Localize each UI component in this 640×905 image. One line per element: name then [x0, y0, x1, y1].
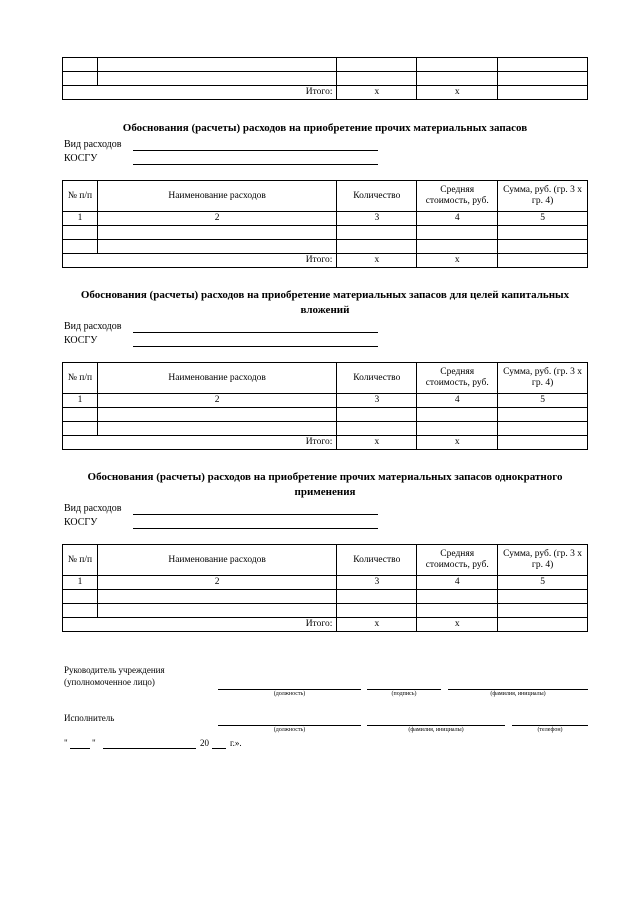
- executor-phone-line: [512, 725, 588, 726]
- col-number: 5: [498, 394, 588, 408]
- col-number: 2: [97, 394, 336, 408]
- executor-position-caption: (должность): [273, 727, 306, 733]
- header-sum: Сумма, руб. (гр. 3 x гр. 4): [498, 181, 588, 212]
- col-number: 2: [97, 576, 336, 590]
- total-avg: x: [417, 86, 498, 100]
- kosgu-line: [133, 164, 378, 165]
- column-numbers-row: [63, 394, 588, 408]
- date-year-line: [212, 748, 226, 749]
- header-name: Наименование расходов: [97, 181, 336, 212]
- total-row: [63, 618, 588, 632]
- date-day-line: [70, 748, 90, 749]
- head-signature-line: [367, 689, 441, 690]
- head-label: Руководитель учреждения (уполномоченное лицо): [64, 665, 165, 687]
- col-number: 4: [417, 212, 498, 226]
- header-row: [63, 545, 588, 576]
- header-num: № п/п: [63, 363, 98, 394]
- col-number: 3: [337, 394, 417, 408]
- date-quote-close: ": [92, 738, 96, 748]
- date-year-prefix: 20: [200, 738, 209, 748]
- kosgu-label: КОСГУ: [64, 153, 98, 164]
- col-number: 3: [337, 576, 417, 590]
- header-row: [63, 181, 588, 212]
- expense-type-line: [133, 332, 378, 333]
- header-qty: Количество: [337, 181, 417, 212]
- section-title-2: Обоснования (расчеты) расходов на приобретение материальных запасов для целей капитальных вложений: [80, 289, 570, 316]
- head-name-caption: (фамилия, инициалы): [490, 691, 546, 697]
- header-row: [63, 363, 588, 394]
- executor-phone-caption: (телефон): [537, 727, 563, 733]
- col-number: 5: [498, 576, 588, 590]
- materials-table-3: [62, 544, 588, 632]
- table-row: [63, 58, 588, 72]
- section-title-3: Обоснования (расчеты) расходов на приобретение прочих материальных запасов однократного применения: [87, 471, 563, 498]
- materials-table-2: [62, 362, 588, 450]
- total-qty: x: [337, 254, 417, 268]
- table-row: [63, 240, 588, 254]
- table-row: [63, 422, 588, 436]
- header-avg-cost: Средняя стоимость, руб.: [417, 363, 498, 394]
- header-sum: Сумма, руб. (гр. 3 x гр. 4): [498, 363, 588, 394]
- table-row: [63, 72, 588, 86]
- materials-table-1: [62, 180, 588, 268]
- kosgu-label: КОСГУ: [64, 517, 98, 528]
- total-avg: x: [417, 254, 498, 268]
- header-sum: Сумма, руб. (гр. 3 x гр. 4): [498, 545, 588, 576]
- head-position-line: [218, 689, 361, 690]
- total-qty: x: [337, 86, 417, 100]
- expense-type-line: [133, 514, 378, 515]
- col-number: 3: [337, 212, 417, 226]
- header-name: Наименование расходов: [97, 545, 336, 576]
- header-num: № п/п: [63, 181, 98, 212]
- expense-type-label: Вид расходов: [64, 139, 122, 150]
- date-month-line: [103, 748, 196, 749]
- total-qty: x: [337, 436, 417, 450]
- col-number: 1: [63, 212, 98, 226]
- section-title-1: Обоснования (расчеты) расходов на приобретение прочих материальных запасов: [122, 122, 528, 134]
- header-avg-cost: Средняя стоимость, руб.: [417, 545, 498, 576]
- col-number: 5: [498, 212, 588, 226]
- expense-type-line: [133, 150, 378, 151]
- executor-name-caption: (фамилия, инициалы): [408, 727, 464, 733]
- kosgu-line: [133, 346, 378, 347]
- total-label: Итого:: [63, 618, 337, 632]
- total-row: [63, 86, 588, 100]
- table-row: [63, 226, 588, 240]
- kosgu-line: [133, 528, 378, 529]
- executor-position-line: [218, 725, 361, 726]
- date-year-suffix: г.».: [230, 738, 242, 748]
- header-qty: Количество: [337, 545, 417, 576]
- col-number: 2: [97, 212, 336, 226]
- head-signature-caption: (подпись): [391, 691, 417, 697]
- header-num: № п/п: [63, 545, 98, 576]
- table-row: [63, 408, 588, 422]
- executor-name-line: [367, 725, 505, 726]
- column-numbers-row: [63, 212, 588, 226]
- col-number: 4: [417, 576, 498, 590]
- col-number: 1: [63, 394, 98, 408]
- header-name: Наименование расходов: [97, 363, 336, 394]
- total-row: [63, 436, 588, 450]
- total-label: Итого:: [63, 436, 337, 450]
- total-avg: x: [417, 618, 498, 632]
- expense-type-label: Вид расходов: [64, 321, 122, 332]
- expense-type-label: Вид расходов: [64, 503, 122, 514]
- total-avg: x: [417, 436, 498, 450]
- header-avg-cost: Средняя стоимость, руб.: [417, 181, 498, 212]
- head-position-caption: (должность): [273, 691, 306, 697]
- col-number: 1: [63, 576, 98, 590]
- table-row: [63, 590, 588, 604]
- table-row: [63, 604, 588, 618]
- column-numbers-row: [63, 576, 588, 590]
- head-name-line: [448, 689, 588, 690]
- total-row: [63, 254, 588, 268]
- total-label: Итого:: [63, 86, 337, 100]
- top-partial-table: [62, 57, 588, 100]
- date-quote-open: ": [64, 738, 68, 748]
- total-label: Итого:: [63, 254, 337, 268]
- executor-label: Исполнитель: [64, 713, 115, 723]
- col-number: 4: [417, 394, 498, 408]
- header-qty: Количество: [337, 363, 417, 394]
- total-qty: x: [337, 618, 417, 632]
- kosgu-label: КОСГУ: [64, 335, 98, 346]
